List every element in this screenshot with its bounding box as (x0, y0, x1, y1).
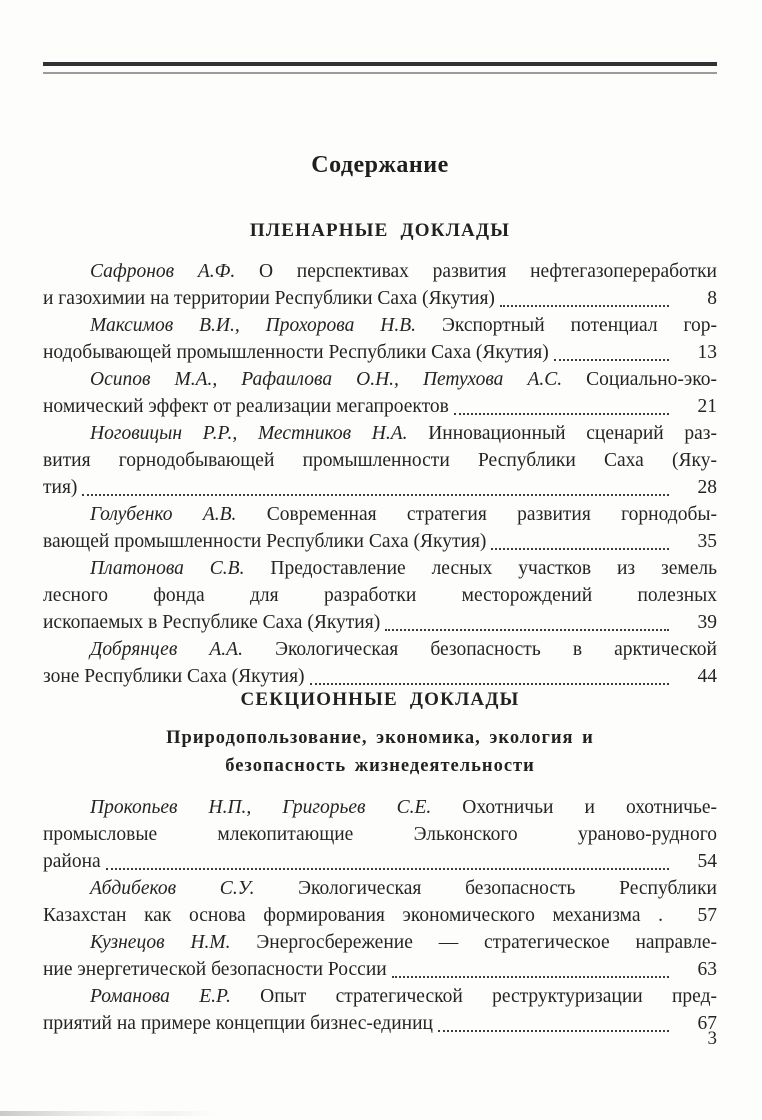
entry-page-number: 57 (697, 905, 717, 926)
toc-line (43, 339, 717, 366)
entry-text: нодобывающей промышленности Республики Саха (Якутия) (43, 342, 549, 363)
entry-text: тия) (43, 477, 78, 498)
entry-authors: Осипов М.А., Рафаилова О.Н., Петухова А.С. (90, 369, 563, 390)
entry-authors: Кузнецов Н.М. (90, 932, 231, 953)
toc-entry (43, 420, 717, 501)
entry-authors: Платонова С.В. (90, 558, 245, 579)
entry-authors: Сафронов А.Ф. (90, 261, 236, 282)
toc-line (43, 528, 717, 555)
toc-line (43, 663, 717, 690)
section-subheading: безопасность жизнедеятельности (225, 756, 535, 776)
entry-text: района (43, 851, 101, 872)
toc-line: Романова Е.Р. Опыт стратегической реструктуризации пред- (90, 986, 717, 1007)
entry-text: зоне Республики Саха (Якутия) (43, 666, 305, 687)
page-title: Содержание (311, 152, 449, 178)
toc-entry (43, 794, 717, 875)
toc-entry (43, 258, 717, 312)
toc-line: Осипов М.А., Рафаилова О.Н., Петухова А.С. Социально-эко- (90, 369, 717, 390)
entry-authors: Прокопьев Н.П., Григорьев С.Е. (90, 797, 432, 818)
toc-line: вития горнодобывающей промышленности Республики Саха (Яку- (43, 450, 717, 471)
toc-line: Голубенко А.В. Современная стратегия развития горнодобы- (90, 504, 717, 525)
entry-page-number: 13 (697, 342, 717, 363)
toc-line: Платонова С.В. Предоставление лесных участков из земель (90, 558, 717, 579)
toc-line (43, 956, 717, 983)
entry-page-number: 28 (697, 477, 717, 498)
toc-line (43, 902, 717, 929)
toc-line: промысловые млекопитающие Эльконского ураново-рудного (43, 824, 717, 845)
entry-authors: Романова Е.Р. (90, 986, 231, 1007)
toc-line (43, 285, 717, 312)
dot-leader (392, 976, 669, 978)
dot-leader (385, 629, 669, 631)
toc-line: Абдибеков С.У. Экологическая безопасность Республики (90, 878, 717, 899)
toc-line: Сафронов А.Ф. О перспективах развития нефтегазопереработки (90, 261, 717, 282)
toc-line: Ноговицын Р.Р., Местников Н.А. Инновационный сценарий раз- (90, 423, 717, 444)
entry-list (43, 794, 717, 1037)
dot-leader (438, 1030, 669, 1032)
entry-text: ископаемых в Республике Саха (Якутия) (43, 612, 381, 633)
scan-artifact (0, 1111, 215, 1116)
entry-text: Казахстан как основа формирования экономического механизма . (43, 905, 663, 926)
toc-section (43, 687, 717, 1037)
toc-entry (43, 983, 717, 1037)
toc-entry (43, 636, 717, 690)
entry-page-number: 35 (697, 531, 717, 552)
entry-page-number: 21 (697, 396, 717, 417)
entry-authors: Голубенко А.В. (90, 504, 237, 525)
toc-line (43, 474, 717, 501)
dot-leader (82, 494, 669, 496)
dot-leader (491, 548, 669, 550)
toc-line: Максимов В.И., Прохорова Н.В. Экспортный потенциал гор- (90, 315, 717, 336)
entry-text: номический эффект от реализации мегапроектов (43, 396, 449, 417)
entry-text: приятий на примере концепции бизнес-единиц (43, 1013, 433, 1034)
entry-authors: Добрянцев А.А. (90, 639, 243, 660)
toc-entry (43, 929, 717, 983)
dot-leader (106, 868, 669, 870)
entry-text: и газохимии на территории Республики Саха (Якутия) (43, 288, 495, 309)
toc-line (43, 393, 717, 420)
toc-entry (43, 366, 717, 420)
section-heading: СЕКЦИОННЫЕ ДОКЛАДЫ (240, 689, 520, 710)
toc-entry (43, 555, 717, 636)
entry-text: ние энергетической безопасности России (43, 959, 387, 980)
entry-page-number: 8 (707, 288, 717, 309)
section-heading: ПЛЕНАРНЫЕ ДОКЛАДЫ (249, 220, 511, 241)
header-rule-thin (43, 72, 717, 74)
entry-authors: Максимов В.И., Прохорова Н.В. (90, 315, 417, 336)
dot-leader (310, 683, 669, 685)
entry-text: вающей промышленности Республики Саха (Якутия) (43, 531, 487, 552)
entry-authors: Абдибеков С.У. (90, 878, 255, 899)
header-rule-thick (43, 62, 717, 66)
toc-line: Добрянцев А.А. Экологическая безопасность в арктической (90, 639, 717, 660)
entry-authors: Ноговицын Р.Р., Местников Н.А. (90, 423, 408, 444)
toc-entry (43, 875, 717, 929)
entry-page-number: 39 (697, 612, 717, 633)
page-number: 3 (707, 1028, 717, 1049)
entry-page-number: 54 (697, 851, 717, 872)
entry-page-number: 63 (697, 959, 717, 980)
toc-line (43, 609, 717, 636)
toc-entry (43, 501, 717, 555)
toc-entry (43, 312, 717, 366)
entry-page-number: 44 (697, 666, 717, 687)
toc-section (43, 218, 717, 690)
toc-line (43, 848, 717, 875)
toc-content (43, 218, 717, 1037)
dot-leader (454, 413, 669, 415)
dot-leader (554, 359, 669, 361)
dot-leader (500, 305, 669, 307)
toc-line (43, 1010, 717, 1037)
toc-line: лесного фонда для разработки месторождений полезных (43, 585, 717, 606)
entry-list (43, 258, 717, 690)
entry-page-number: 67 (697, 1013, 717, 1034)
toc-line: Прокопьев Н.П., Григорьев С.Е. Охотничьи и охотничье- (90, 797, 717, 818)
section-subheading: Природопользование, экономика, экология и (166, 728, 594, 748)
toc-line: Кузнецов Н.М. Энергосбережение — стратегическое направле- (90, 932, 717, 953)
